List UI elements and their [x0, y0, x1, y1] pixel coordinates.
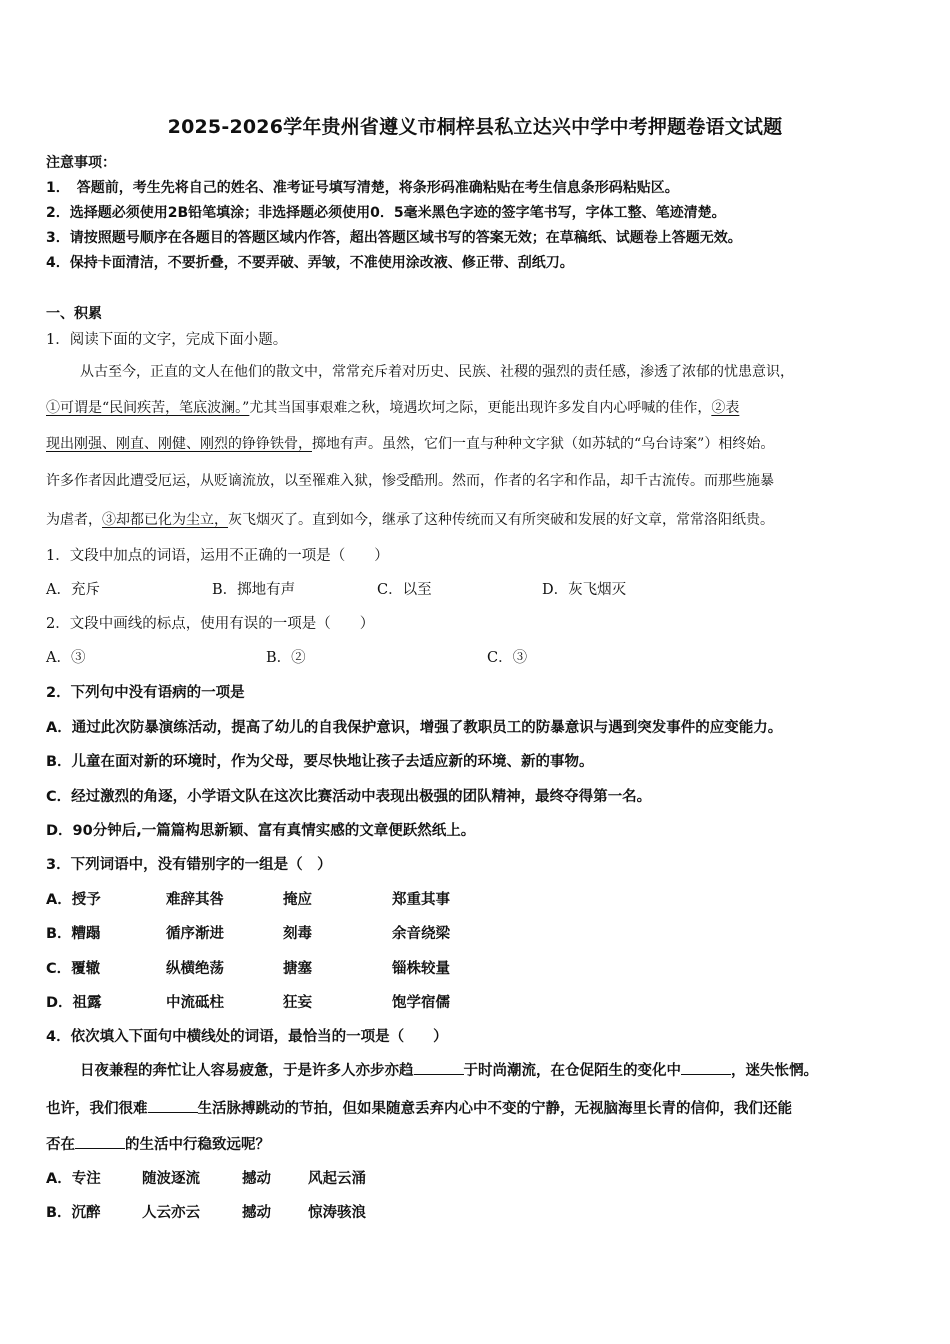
- notice-item-1: 1． 答题前，考生先将自己的姓名、准考证号填写清楚，将条形码准确粘贴在考生信息条形码粘贴区。: [46, 180, 679, 196]
- question-4-passage-line-3: [46, 1133, 270, 1154]
- passage-text: 否在: [46, 1137, 75, 1153]
- q4-row-b-word: 撼动: [242, 1205, 271, 1221]
- q3-row-d-word: 饱学宿儒: [392, 995, 450, 1011]
- sub1-option-c[interactable]: C．以至: [377, 582, 432, 598]
- underlined-phrase-1: ①可谓是“民间疾苦，笔底波澜。”: [46, 400, 250, 416]
- passage-text: 日夜兼程的奔忙让人容易疲惫，于是许多人亦步亦趋: [80, 1063, 414, 1079]
- question-2-stem: 2．下列句中没有语病的一项是: [46, 685, 245, 701]
- q4-row-a-option[interactable]: A．专注: [46, 1171, 101, 1187]
- notice-item-3: 3．请按照题号顺序在各题目的答题区域内作答，超出答题区域书写的答案无效；在草稿纸、试题卷上答题无效。: [46, 230, 742, 246]
- q3-row-c-option[interactable]: C．覆辙: [46, 961, 101, 977]
- notice-item-2: 2．选择题必须使用2B铅笔填涂；非选择题必须使用0．5毫米黑色字迹的签字笔书写，字体工整、笔迹清楚。: [46, 205, 726, 221]
- question-1-intro: 1．阅读下面的文字，完成下面小题。: [46, 332, 288, 348]
- passage-text: 生活脉搏跳动的节拍，但如果随意丢弃内心中不变的宁静，无视脑海里长青的信仰，我们还能: [197, 1101, 792, 1117]
- q3-row-d-option[interactable]: D．祖露: [46, 995, 102, 1011]
- passage-text: 尤其当国事艰难之秋，境遇坎坷之际，更能出现许多发自内心呼喊的佳作，: [249, 400, 712, 416]
- q4-row-b-word: 人云亦云: [142, 1205, 200, 1221]
- sub2-option-a[interactable]: A．③: [46, 650, 86, 666]
- passage-line-1: 从古至今，正直的文人在他们的散文中，常常充斥着对历史、民族、社稷的强烈的责任感，渗透了浓郁的忧患意识，: [80, 364, 794, 380]
- notice-heading: 注意事项：: [46, 155, 116, 171]
- page-title: 2025-2026学年贵州省遵义市桐梓县私立达兴中学中考押题卷语文试题: [167, 116, 783, 138]
- q3-row-a-option[interactable]: A．授予: [46, 892, 101, 908]
- passage-text: 掷地有声。虽然，它们一直与种种文字狱（如苏轼的“乌台诗案”）相终始。: [312, 436, 775, 452]
- sub1-option-a[interactable]: A．充斥: [46, 582, 100, 598]
- q3-row-b-option[interactable]: B．糟蹋: [46, 926, 101, 942]
- passage-text: 的生活中行稳致远呢？: [125, 1137, 270, 1153]
- underlined-phrase-2-cont: 现出刚强、刚直、刚健、刚烈的铮铮铁骨，: [46, 436, 312, 452]
- passage-text: 于时尚潮流，在仓促陌生的变化中: [463, 1063, 681, 1079]
- question-2-option-d[interactable]: D．90分钟后,一篇篇构思新颖、富有真情实感的文章便跃然纸上。: [46, 823, 476, 839]
- passage-line-3: [46, 433, 774, 453]
- q4-row-a-word: 风起云涌: [308, 1171, 366, 1187]
- q3-row-d-word: 狂妄: [283, 995, 312, 1011]
- q4-row-b-option[interactable]: B．沉醉: [46, 1205, 101, 1221]
- underlined-phrase-2: ②表: [711, 400, 740, 416]
- fill-blank-1[interactable]: [414, 1060, 464, 1076]
- question-3-stem: 3．下列词语中，没有错别字的一组是（ ）: [46, 857, 332, 873]
- sub-question-1-stem: 1．文段中加点的词语，运用不正确的一项是（ ）: [46, 548, 389, 564]
- question-2-option-c[interactable]: C．经过激烈的角逐，小学语文队在这次比赛活动中表现出极强的团队精神，最终夺得第一名。: [46, 789, 652, 805]
- passage-text: 灰飞烟灭了。直到如今，继承了这种传统而又有所突破和发展的好文章，常常洛阳纸贵。: [228, 512, 774, 528]
- passage-line-2: [46, 397, 739, 417]
- q4-row-a-word: 随波逐流: [142, 1171, 200, 1187]
- fill-blank-2[interactable]: [681, 1060, 731, 1076]
- underlined-phrase-3: ③却都已化为尘立，: [102, 512, 228, 528]
- q3-row-c-word: 搪塞: [283, 961, 312, 977]
- passage-line-5: [46, 509, 774, 529]
- fill-blank-4[interactable]: [75, 1134, 125, 1150]
- question-4-stem: 4．依次填入下面句中横线处的词语，最恰当的一项是（ ）: [46, 1029, 448, 1045]
- q3-row-c-word: 锱株较量: [392, 961, 450, 977]
- sub1-option-d[interactable]: D．灰飞烟灭: [542, 582, 627, 598]
- q3-row-a-word: 郑重其事: [392, 892, 450, 908]
- q3-row-c-word: 纵横绝荡: [166, 961, 224, 977]
- section-heading: 一、积累: [46, 306, 102, 322]
- sub-question-2-stem: 2．文段中画线的标点，使用有误的一项是（ ）: [46, 616, 375, 632]
- passage-text: ，迷失怅惘。: [731, 1063, 818, 1079]
- notice-item-4: 4．保持卡面清洁，不要折叠，不要弄破、弄皱，不准使用涂改液、修正带、刮纸刀。: [46, 255, 574, 271]
- passage-line-4: 许多作者因此遭受厄运，从贬谪流放，以至罹难入狱，惨受酷刑。然而，作者的名字和作品，却千古流传。而那些施暴: [46, 473, 774, 489]
- question-2-option-b[interactable]: B．儿童在面对新的环境时，作为父母，要尽快地让孩子去适应新的环境、新的事物。: [46, 754, 594, 770]
- question-4-passage-line-1: [80, 1059, 818, 1080]
- q4-row-b-word: 惊涛骇浪: [308, 1205, 366, 1221]
- q3-row-a-word: 掩应: [283, 892, 312, 908]
- sub2-option-c[interactable]: C．③: [487, 650, 528, 666]
- q3-row-b-word: 循序渐进: [166, 926, 224, 942]
- passage-text: 也许，我们很难: [46, 1101, 148, 1117]
- q3-row-b-word: 刻毒: [283, 926, 312, 942]
- sub1-option-b[interactable]: B．掷地有声: [212, 582, 296, 598]
- passage-text: 为虐者，: [46, 512, 102, 528]
- question-4-passage-line-2: [46, 1097, 792, 1118]
- question-2-option-a[interactable]: A．通过此次防暴演练活动，提高了幼儿的自我保护意识，增强了教职员工的防暴意识与遇到突发事件的应变能力。: [46, 720, 783, 736]
- q3-row-b-word: 余音绕梁: [392, 926, 450, 942]
- sub2-option-b[interactable]: B．②: [266, 650, 306, 666]
- q4-row-a-word: 撼动: [242, 1171, 271, 1187]
- q3-row-d-word: 中流砥柱: [166, 995, 224, 1011]
- q3-row-a-word: 难辞其咎: [166, 892, 224, 908]
- fill-blank-3[interactable]: [148, 1098, 198, 1114]
